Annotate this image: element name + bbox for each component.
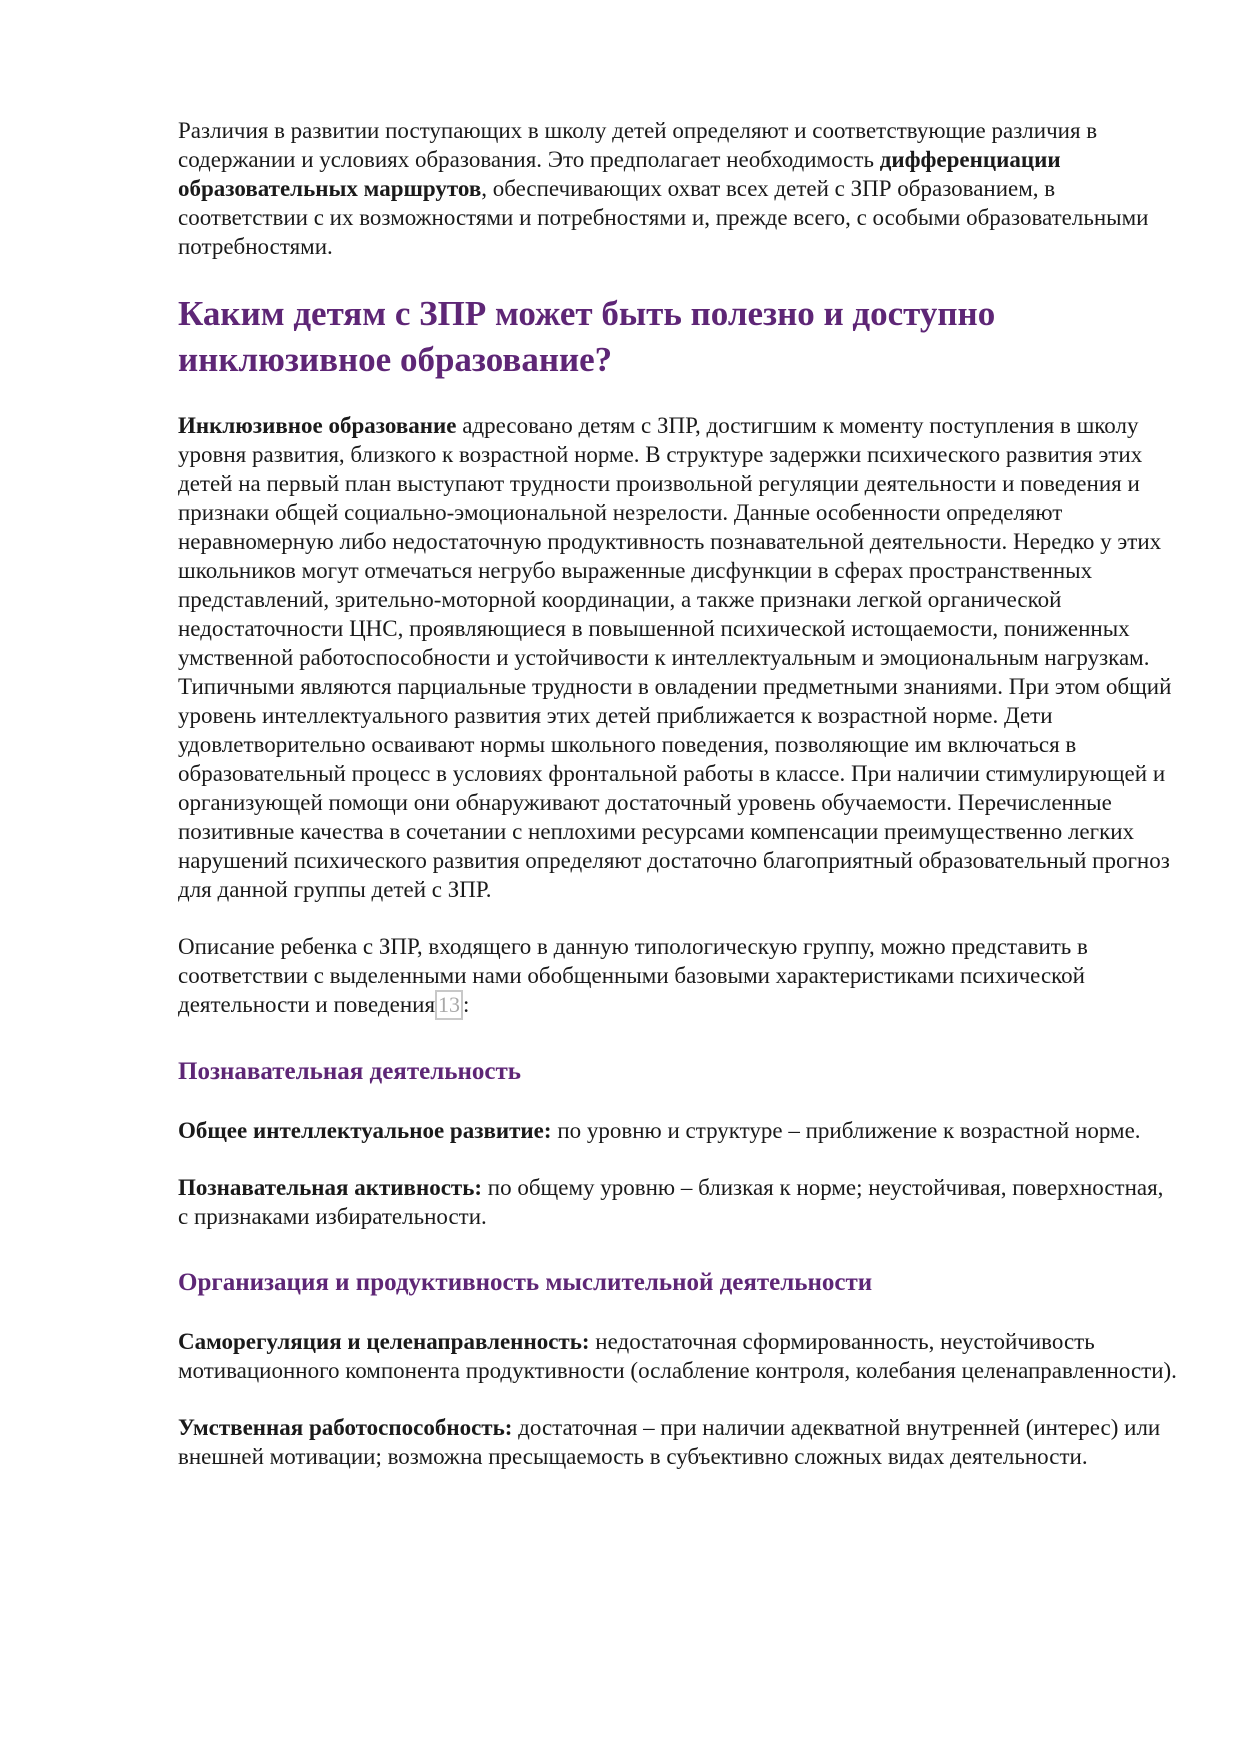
description-tail: : bbox=[463, 992, 470, 1017]
item-text: по уровню и структуре – приближение к возрастной норме. bbox=[551, 1118, 1141, 1143]
main-heading: Каким детям с ЗПР может быть полезно и доступно инклюзивное образование? bbox=[178, 294, 996, 379]
item-text: по общему уровню – близкая к норме; неустойчивая, поверхностная, с признаками избирательности. bbox=[178, 1175, 1164, 1229]
intro-text-2: , обеспечивающих охват всех детей с ЗПР образованием, в соответствии с их возможностями и потребностями и, прежде всего, с особыми образовательными потребностями. bbox=[178, 176, 1149, 259]
item-label: Умственная работоспособность: bbox=[178, 1415, 513, 1440]
intro-paragraph bbox=[178, 116, 1178, 261]
description-paragraph bbox=[178, 932, 1178, 1020]
footnote-link[interactable]: 13 bbox=[435, 990, 463, 1020]
section2-item bbox=[178, 1413, 1178, 1471]
intro-text-1: Различия в развитии поступающих в школу детей определяют и соответствующие различия в содержании и условиях образования. Это предполагает необходимость bbox=[178, 118, 1098, 172]
item-label: Саморегуляция и целенаправленность: bbox=[178, 1329, 590, 1354]
section1-item bbox=[178, 1173, 1178, 1231]
inclusive-paragraph bbox=[178, 411, 1178, 904]
inclusive-text: адресовано детям с ЗПР, достигшим к моменту поступления в школу уровня развития, близкого к возрастной норме. В структуре задержки психического развития этих детей на первый план выступают трудности произвольной регуляции деятельности и поведения и признаки общей социально-эмоциональной незрелости. Данные особенности определяют неравномерную либо недостаточную продуктивность познавательной деятельности. Нередко у этих школьников могут отмечаться негрубо выраженные дисфункции в сферах пространственных представлений, зрительно-моторной координации, а также признаки легкой органической недостаточности ЦНС, проявляющиеся в повышенной психической истощаемости, пониженных умственной работоспособности и устойчивости к интеллектуальным и эмоциональным нагрузкам. Типичными являются парциальные трудности в овладении предметными знаниями. При этом общий уровень интеллектуального развития этих детей приближается к возрастной норме. Дети удовлетворительно осваивают нормы школьного поведения, позволяющие им включаться в образовательный процесс в условиях фронтальной работы в классе. При наличии стимулирующей и организующей помощи они обнаруживают достаточный уровень обучаемости. Перечисленные позитивные качества в сочетании с неплохими ресурсами компенсации преимущественно легких нарушений психического развития определяют достаточно благоприятный образовательный прогноз для данной группы детей с ЗПР. bbox=[178, 413, 1172, 902]
section1-item bbox=[178, 1116, 1178, 1145]
item-label: Познавательная активность: bbox=[178, 1175, 483, 1200]
item-text: недостаточная сформированность, неустойчивость мотивационного компонента продуктивности (ослабление контроля, колебания целенаправленности). bbox=[178, 1329, 1177, 1383]
description-text: Описание ребенка с ЗПР, входящего в данную типологическую группу, можно представить в соответствии с выделенными нами обобщенными базовыми характеристиками психической деятельности и поведения bbox=[178, 934, 1088, 1017]
document-page bbox=[178, 116, 1178, 1471]
item-text: достаточная – при наличии адекватной внутренней (интерес) или внешней мотивации; возможна пресыщаемость в субъективно сложных видах деятельности. bbox=[178, 1415, 1161, 1469]
inclusive-bold-term: Инклюзивное образование bbox=[178, 413, 457, 438]
item-label: Общее интеллектуальное развитие: bbox=[178, 1118, 552, 1143]
section-heading-cognitive: Познавательная деятельность bbox=[178, 1058, 521, 1085]
intro-bold-term: дифференциации образовательных маршрутов bbox=[178, 147, 1061, 201]
section2-item bbox=[178, 1327, 1178, 1385]
section-heading-thinking: Организация и продуктивность мыслительной деятельности bbox=[178, 1269, 873, 1296]
